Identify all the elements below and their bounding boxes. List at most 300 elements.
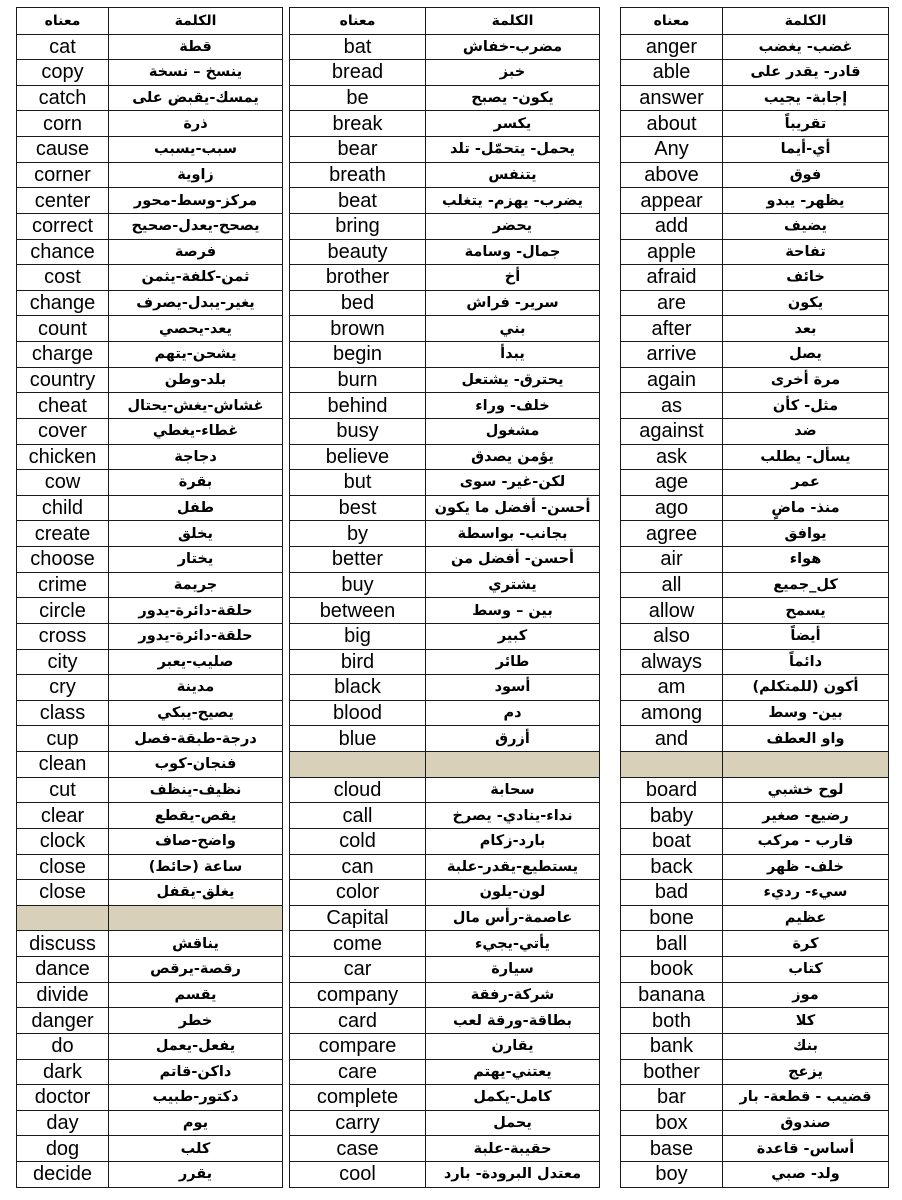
table-row	[621, 803, 889, 829]
english-word: brown	[290, 316, 426, 342]
section-separator	[290, 752, 600, 778]
english-word: behind	[290, 393, 426, 419]
table-row	[17, 982, 283, 1008]
table-row	[290, 649, 600, 675]
english-word: between	[290, 598, 426, 624]
table-row	[621, 60, 889, 86]
arabic-meaning: صندوق	[723, 1110, 889, 1136]
arabic-meaning: يعد-يحصي	[109, 316, 283, 342]
english-word: color	[290, 880, 426, 906]
english-word: complete	[290, 1085, 426, 1111]
arabic-meaning: يصحح-يعدل-صحيح	[109, 213, 283, 239]
arabic-meaning: فوق	[723, 162, 889, 188]
arabic-meaning: ضد	[723, 418, 889, 444]
table-row	[621, 623, 889, 649]
english-word: cut	[17, 777, 109, 803]
arabic-meaning: يسأل- يطلب	[723, 444, 889, 470]
table-row	[290, 1136, 600, 1162]
table-row	[621, 418, 889, 444]
table-row	[290, 598, 600, 624]
table-row	[17, 162, 283, 188]
english-word: always	[621, 649, 723, 675]
table-row	[621, 1136, 889, 1162]
english-word: boat	[621, 828, 723, 854]
english-word: Capital	[290, 905, 426, 931]
arabic-meaning: أكون (للمتكلم)	[723, 675, 889, 701]
english-word: above	[621, 162, 723, 188]
english-word: bear	[290, 137, 426, 163]
arabic-meaning: فرصة	[109, 239, 283, 265]
arabic-meaning: رضيع- صغير	[723, 803, 889, 829]
english-word: care	[290, 1059, 426, 1085]
arabic-meaning: صليب-يعبر	[109, 649, 283, 675]
arabic-meaning: بارد-زكام	[426, 828, 600, 854]
table-row	[621, 1059, 889, 1085]
english-word: buy	[290, 572, 426, 598]
table-row	[290, 111, 600, 137]
english-word: clock	[17, 828, 109, 854]
table-row	[17, 188, 283, 214]
table-row	[621, 188, 889, 214]
arabic-meaning: يستطيع-يقدر-علبة	[426, 854, 600, 880]
table-row	[290, 1162, 600, 1188]
english-word: board	[621, 777, 723, 803]
arabic-meaning: ثمن-كلفة-يثمن	[109, 265, 283, 291]
arabic-meaning: واضح-صاف	[109, 828, 283, 854]
table-row	[290, 470, 600, 496]
arabic-meaning: يضرب- يهزم- يتغلب	[426, 188, 600, 214]
arabic-meaning: أزرق	[426, 726, 600, 752]
english-word: beat	[290, 188, 426, 214]
arabic-meaning: أساس- قاعدة	[723, 1136, 889, 1162]
table-row	[290, 213, 600, 239]
arabic-meaning: خلف- وراء	[426, 393, 600, 419]
english-word: cover	[17, 418, 109, 444]
table-row	[621, 162, 889, 188]
table-row	[290, 700, 600, 726]
english-word: bread	[290, 60, 426, 86]
table-row	[290, 1110, 600, 1136]
arabic-meaning: يحمل	[426, 1110, 600, 1136]
arabic-meaning: يبدأ	[426, 342, 600, 368]
english-word: but	[290, 470, 426, 496]
table-row	[17, 1059, 283, 1085]
english-word: bar	[621, 1085, 723, 1111]
arabic-meaning: بقرة	[109, 470, 283, 496]
english-word	[290, 752, 426, 778]
english-word: after	[621, 316, 723, 342]
table-row	[621, 982, 889, 1008]
table-row	[621, 393, 889, 419]
arabic-meaning: يؤمن يصدق	[426, 444, 600, 470]
english-word: blue	[290, 726, 426, 752]
arabic-meaning: يحضر	[426, 213, 600, 239]
arabic-meaning: سبب-يسبب	[109, 137, 283, 163]
arabic-meaning: أحسن- أفضل ما يكون	[426, 495, 600, 521]
table-row	[17, 572, 283, 598]
arabic-meaning: واو العطف	[723, 726, 889, 752]
english-word: again	[621, 367, 723, 393]
english-word: company	[290, 982, 426, 1008]
table-row	[290, 137, 600, 163]
table-row	[621, 726, 889, 752]
arabic-meaning: يشحن-يتهم	[109, 342, 283, 368]
english-word: ask	[621, 444, 723, 470]
table-row	[621, 1162, 889, 1188]
table-row	[621, 521, 889, 547]
english-word: crime	[17, 572, 109, 598]
arabic-meaning: حقيبة-علبة	[426, 1136, 600, 1162]
table-row	[290, 162, 600, 188]
arabic-meaning: كبير	[426, 623, 600, 649]
table-row	[17, 316, 283, 342]
table-row	[621, 1033, 889, 1059]
english-word: dog	[17, 1136, 109, 1162]
english-word: begin	[290, 342, 426, 368]
arabic-meaning: يأتي-يجيء	[426, 931, 600, 957]
table-row	[621, 828, 889, 854]
table-row	[17, 393, 283, 419]
arabic-meaning: خطر	[109, 1008, 283, 1034]
english-word: blood	[290, 700, 426, 726]
arabic-meaning: يوافق	[723, 521, 889, 547]
table-row	[290, 623, 600, 649]
table-row	[17, 290, 283, 316]
english-word: correct	[17, 213, 109, 239]
english-word: dance	[17, 957, 109, 983]
english-word: afraid	[621, 265, 723, 291]
english-word: clean	[17, 752, 109, 778]
arabic-meaning: ذرة	[109, 111, 283, 137]
table-row	[17, 367, 283, 393]
table-row	[621, 316, 889, 342]
arabic-meaning: يحمل- يتحمّل- تلد	[426, 137, 600, 163]
table-row	[17, 1136, 283, 1162]
arabic-meaning: هواء	[723, 547, 889, 573]
table-row	[17, 700, 283, 726]
arabic-meaning: يقسم	[109, 982, 283, 1008]
table-row	[290, 1033, 600, 1059]
arabic-meaning: بنك	[723, 1033, 889, 1059]
english-word: anger	[621, 34, 723, 60]
table-row	[17, 265, 283, 291]
arabic-meaning: كل_جميع	[723, 572, 889, 598]
english-word	[17, 905, 109, 931]
table-row	[17, 1162, 283, 1188]
table-row	[17, 547, 283, 573]
table-row	[290, 418, 600, 444]
table-row	[290, 675, 600, 701]
table-row	[290, 290, 600, 316]
arabic-meaning: يظهر- يبدو	[723, 188, 889, 214]
arabic-meaning: دائماً	[723, 649, 889, 675]
table-row	[621, 137, 889, 163]
arabic-meaning: حلقة-دائرة-يدور	[109, 598, 283, 624]
table-row	[290, 60, 600, 86]
arabic-meaning: كرة	[723, 931, 889, 957]
arabic-meaning: يكون	[723, 290, 889, 316]
english-word: carry	[290, 1110, 426, 1136]
arabic-meaning: سحابة	[426, 777, 600, 803]
english-word: do	[17, 1033, 109, 1059]
english-word: burn	[290, 367, 426, 393]
arabic-meaning: إجابة- يجيب	[723, 85, 889, 111]
arabic-meaning: فنجان-كوب	[109, 752, 283, 778]
arabic-meaning: بين – وسط	[426, 598, 600, 624]
arabic-meaning: يعتني-يهتم	[426, 1059, 600, 1085]
table-row	[621, 1008, 889, 1034]
english-word: count	[17, 316, 109, 342]
table-row	[621, 213, 889, 239]
arabic-meaning: يصل	[723, 342, 889, 368]
english-word: baby	[621, 803, 723, 829]
english-word: create	[17, 521, 109, 547]
table-row	[17, 34, 283, 60]
arabic-meaning: بطاقة-ورقة لعب	[426, 1008, 600, 1034]
english-word: cat	[17, 34, 109, 60]
arabic-meaning: خلف- ظهر	[723, 854, 889, 880]
english-word: able	[621, 60, 723, 86]
english-word: base	[621, 1136, 723, 1162]
english-word: danger	[17, 1008, 109, 1034]
table-row	[290, 85, 600, 111]
arabic-meaning: يضيف	[723, 213, 889, 239]
english-word: also	[621, 623, 723, 649]
english-word: big	[290, 623, 426, 649]
arabic-meaning: يناقش	[109, 931, 283, 957]
arabic-meaning: ساعة (حائط)	[109, 854, 283, 880]
english-word: cost	[17, 265, 109, 291]
arabic-meaning: ينسخ – نسخة	[109, 60, 283, 86]
table-row	[17, 342, 283, 368]
arabic-meaning: سيارة	[426, 957, 600, 983]
table-row	[621, 495, 889, 521]
english-word: bird	[290, 649, 426, 675]
table-row	[290, 1085, 600, 1111]
arabic-meaning: عظيم	[723, 905, 889, 931]
table-row	[290, 880, 600, 906]
arabic-meaning: زاوية	[109, 162, 283, 188]
arabic-meaning: يزعج	[723, 1059, 889, 1085]
table-row	[621, 547, 889, 573]
meaning-header: معناه	[17, 8, 109, 35]
arabic-meaning: أحسن- أفضل من	[426, 547, 600, 573]
vocab-table-3	[620, 7, 889, 1188]
table-row	[621, 265, 889, 291]
english-word: by	[290, 521, 426, 547]
arabic-meaning: بلد-وطن	[109, 367, 283, 393]
english-word: better	[290, 547, 426, 573]
english-word: busy	[290, 418, 426, 444]
table-row	[17, 828, 283, 854]
arabic-meaning: دكتور-طبيب	[109, 1085, 283, 1111]
table-row	[621, 905, 889, 931]
english-word: close	[17, 854, 109, 880]
english-word: chance	[17, 239, 109, 265]
english-word: close	[17, 880, 109, 906]
english-word: boy	[621, 1162, 723, 1188]
arabic-meaning: بين- وسط	[723, 700, 889, 726]
table-row	[290, 342, 600, 368]
table-row	[17, 1110, 283, 1136]
english-word	[621, 752, 723, 778]
table-row	[290, 803, 600, 829]
arabic-meaning	[723, 752, 889, 778]
vocab-table-2	[289, 7, 600, 1188]
table-row	[17, 931, 283, 957]
english-word: cross	[17, 623, 109, 649]
table-row	[17, 495, 283, 521]
table-row	[621, 470, 889, 496]
table-row	[621, 290, 889, 316]
table-row	[17, 444, 283, 470]
english-word: can	[290, 854, 426, 880]
arabic-meaning: يكسر	[426, 111, 600, 137]
table-row	[17, 675, 283, 701]
table-row	[621, 957, 889, 983]
english-word: against	[621, 418, 723, 444]
english-word: both	[621, 1008, 723, 1034]
table-row	[17, 521, 283, 547]
english-word: cold	[290, 828, 426, 854]
arabic-meaning: أسود	[426, 675, 600, 701]
english-word: book	[621, 957, 723, 983]
arabic-meaning: غطاء-يغطي	[109, 418, 283, 444]
arabic-meaning: أخ	[426, 265, 600, 291]
english-word: beauty	[290, 239, 426, 265]
table-row	[290, 34, 600, 60]
table-row	[17, 85, 283, 111]
table-row	[290, 444, 600, 470]
arabic-meaning: يحترق- يشتعل	[426, 367, 600, 393]
header-row	[621, 8, 889, 35]
english-word: allow	[621, 598, 723, 624]
arabic-meaning: دم	[426, 700, 600, 726]
word-header: الكلمة	[109, 8, 283, 35]
table-row	[17, 1033, 283, 1059]
table-row	[290, 957, 600, 983]
table-row	[290, 777, 600, 803]
table-row	[290, 316, 600, 342]
word-header: الكلمة	[723, 8, 889, 35]
english-word: compare	[290, 1033, 426, 1059]
english-word: corner	[17, 162, 109, 188]
english-word: am	[621, 675, 723, 701]
arabic-meaning: مدينة	[109, 675, 283, 701]
arabic-meaning: رقصة-يرقص	[109, 957, 283, 983]
table-row	[17, 623, 283, 649]
english-word: circle	[17, 598, 109, 624]
arabic-meaning: أيضاً	[723, 623, 889, 649]
table-row	[621, 931, 889, 957]
table-row	[621, 342, 889, 368]
arabic-meaning: بني	[426, 316, 600, 342]
table-row	[290, 393, 600, 419]
english-word: back	[621, 854, 723, 880]
table-row	[621, 649, 889, 675]
english-word: chicken	[17, 444, 109, 470]
arabic-meaning: أي-أيما	[723, 137, 889, 163]
arabic-meaning: يتنفس	[426, 162, 600, 188]
arabic-meaning: طفل	[109, 495, 283, 521]
meaning-header: معناه	[290, 8, 426, 35]
arabic-meaning: يختار	[109, 547, 283, 573]
english-word: call	[290, 803, 426, 829]
table-row	[17, 854, 283, 880]
table-row	[17, 957, 283, 983]
table-row	[17, 1085, 283, 1111]
english-word: banana	[621, 982, 723, 1008]
english-word: about	[621, 111, 723, 137]
english-word: ball	[621, 931, 723, 957]
table-row	[290, 726, 600, 752]
arabic-meaning: قطة	[109, 34, 283, 60]
arabic-meaning: خائف	[723, 265, 889, 291]
arabic-meaning: يقارن	[426, 1033, 600, 1059]
table-row	[17, 598, 283, 624]
english-word: city	[17, 649, 109, 675]
english-word: black	[290, 675, 426, 701]
section-separator	[621, 752, 889, 778]
section-separator	[17, 905, 283, 931]
arabic-meaning: مضرب-خفاش	[426, 34, 600, 60]
arabic-meaning: طائر	[426, 649, 600, 675]
arabic-meaning: مثل- كأن	[723, 393, 889, 419]
english-word: ago	[621, 495, 723, 521]
table-row	[17, 137, 283, 163]
arabic-meaning: لون-يلون	[426, 880, 600, 906]
arabic-meaning: بعد	[723, 316, 889, 342]
english-word: cry	[17, 675, 109, 701]
arabic-meaning: كامل-يكمل	[426, 1085, 600, 1111]
table-row	[621, 880, 889, 906]
table-row	[17, 470, 283, 496]
arabic-meaning: يغير-يبدل-يصرف	[109, 290, 283, 316]
english-word: break	[290, 111, 426, 137]
table-row	[290, 188, 600, 214]
table-row	[621, 700, 889, 726]
arabic-meaning: غضب- يغضب	[723, 34, 889, 60]
arabic-meaning: قارب - مركب	[723, 828, 889, 854]
table-row	[17, 880, 283, 906]
table-row	[290, 367, 600, 393]
arabic-meaning: يغلق-يقفل	[109, 880, 283, 906]
table-row	[621, 34, 889, 60]
english-word: apple	[621, 239, 723, 265]
table-row	[290, 572, 600, 598]
english-word: clear	[17, 803, 109, 829]
arabic-meaning: يصيح-يبكي	[109, 700, 283, 726]
arabic-meaning: جمال- وسامة	[426, 239, 600, 265]
english-word: and	[621, 726, 723, 752]
english-word: discuss	[17, 931, 109, 957]
english-word: child	[17, 495, 109, 521]
arabic-meaning: قادر- يقدر على	[723, 60, 889, 86]
arabic-meaning: يفعل-يعمل	[109, 1033, 283, 1059]
arabic-meaning: يمسك-يقبض على	[109, 85, 283, 111]
table-row	[290, 854, 600, 880]
english-word: change	[17, 290, 109, 316]
english-word: answer	[621, 85, 723, 111]
english-word: cup	[17, 726, 109, 752]
table-row	[290, 495, 600, 521]
english-word: be	[290, 85, 426, 111]
table-row	[621, 1085, 889, 1111]
arabic-meaning: حلقة-دائرة-يدور	[109, 623, 283, 649]
word-header: الكلمة	[426, 8, 600, 35]
table-row	[621, 444, 889, 470]
table-row	[17, 111, 283, 137]
